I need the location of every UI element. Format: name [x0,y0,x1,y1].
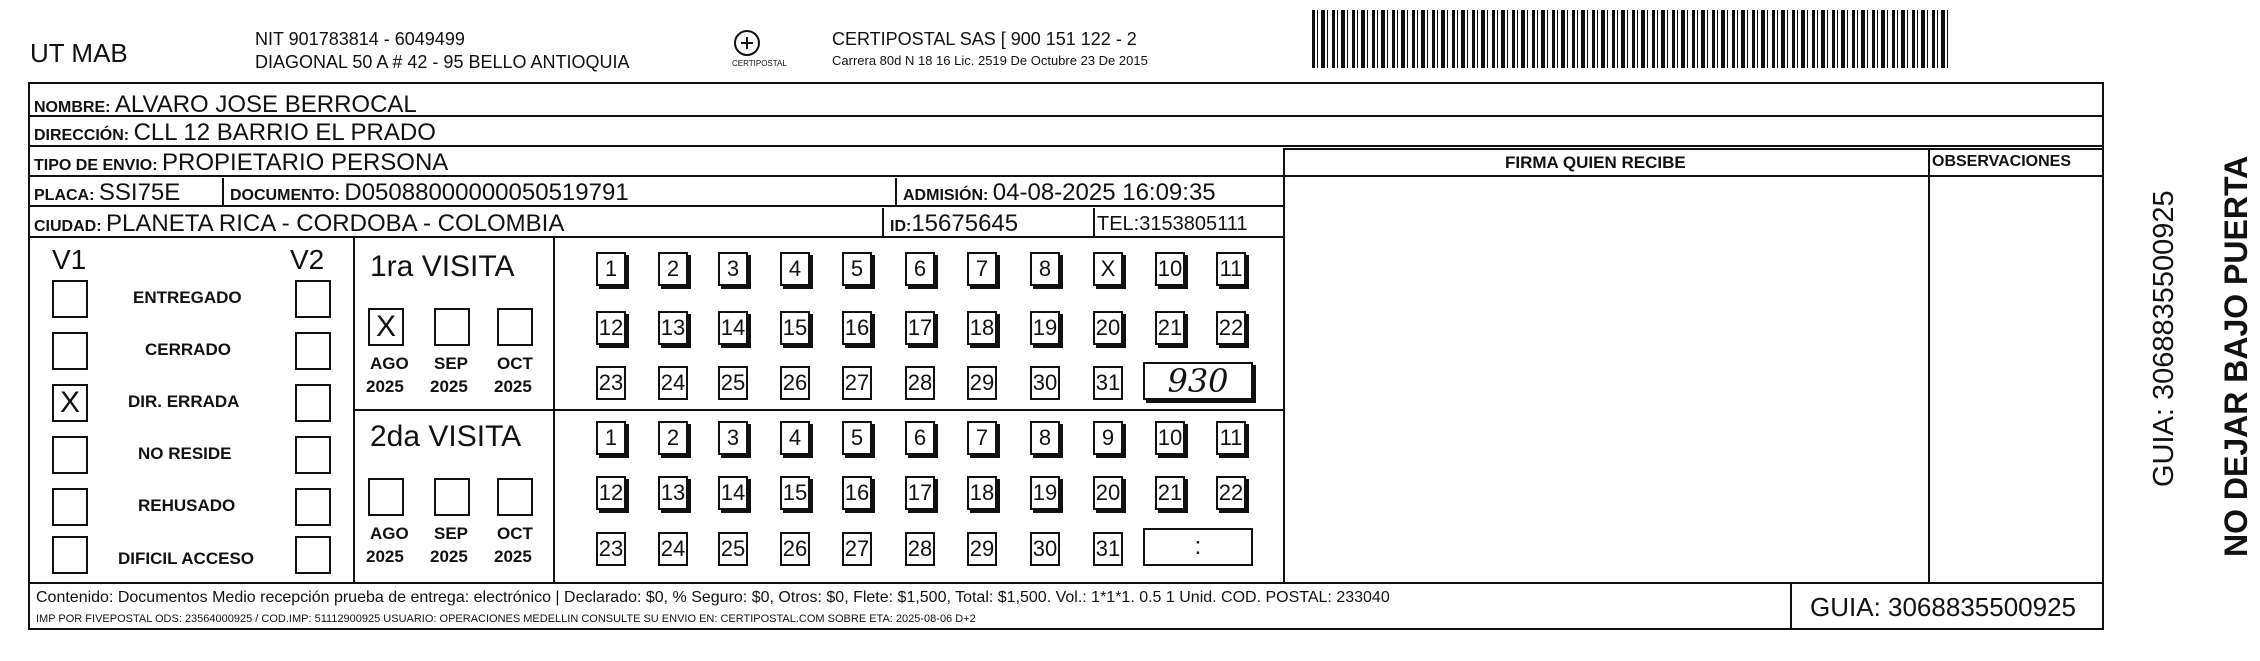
plate-value: SSI75E [98,179,181,206]
day-box[interactable]: 14 [718,311,748,345]
logo-text: CERTIPOSTAL [732,59,787,68]
day-box[interactable]: 13 [658,476,688,510]
day-box[interactable]: 8 [1030,421,1060,455]
v2-header: V2 [290,244,325,275]
day-box[interactable]: 12 [596,476,626,510]
day-box[interactable]: 27 [842,366,872,400]
visit1-time-box[interactable]: 930 [1143,362,1253,400]
type-field [34,151,448,175]
day-box[interactable]: 17 [905,476,935,510]
day-box[interactable]: 16 [842,476,872,510]
name-value: ALVARO JOSE BERROCAL [114,91,417,118]
id-label: ID: [890,218,912,235]
footer-meta-line: IMP POR FIVEPOSTAL ODS: 23564000925 / COD.IMP: 51112900925 USUARIO: OPERACIONES MEDELLIN CONSULTE SU ENVIO EN: CERTIPOSTAL.COM SOBRE ETA: 2025-08-06 D+2 [36,613,976,625]
observations-area[interactable] [1928,175,2104,582]
visit1-year-label: 2025 [366,377,404,396]
day-box[interactable]: 7 [967,252,997,286]
day-box[interactable]: X [1093,252,1123,286]
v2-checkbox-cerrado[interactable] [295,332,331,370]
company-address: DIAGONAL 50 A # 42 - 95 BELLO ANTIOQUIA [255,52,630,72]
id-field [890,212,1018,236]
day-box[interactable]: 18 [967,476,997,510]
day-box[interactable]: 18 [967,311,997,345]
day-box[interactable]: 2 [658,252,688,286]
status-label: REHUSADO [138,496,236,515]
visit2-year-label: 2025 [366,547,404,566]
carrier-name: CERTIPOSTAL SAS [ 900 151 122 - 2 [832,29,1137,49]
v2-checkbox-dir-errada[interactable] [295,384,331,422]
day-box[interactable]: 30 [1030,366,1060,400]
status-label: DIFICIL ACCESO [118,549,255,568]
v2-checkbox-no-reside[interactable] [295,436,331,474]
v1-checkbox-rehusado[interactable] [52,488,88,526]
day-box[interactable]: 15 [780,311,810,345]
day-box[interactable]: 7 [967,421,997,455]
status-label: DIR. ERRADA [128,392,240,411]
day-box[interactable]: 11 [1216,252,1246,286]
visit1-month-label: SEP [434,354,469,373]
day-box[interactable]: 22 [1216,476,1246,510]
day-box[interactable]: 1 [596,421,626,455]
day-box[interactable]: 31 [1093,532,1123,566]
v1-checkbox-dificil-acceso[interactable] [52,536,88,574]
day-box[interactable]: 29 [967,532,997,566]
visit2-title: 2da VISITA [370,420,522,453]
day-box[interactable]: 13 [658,311,688,345]
day-box[interactable]: 27 [842,532,872,566]
address-value: CLL 12 BARRIO EL PRADO [133,119,436,146]
status-label: ENTREGADO [133,288,242,307]
day-box[interactable]: 21 [1155,476,1185,510]
day-box[interactable]: 1 [596,252,626,286]
day-box[interactable]: 4 [780,252,810,286]
id-value: 15675645 [911,210,1019,237]
visit1-title: 1ra VISITA [370,250,515,283]
visit2-month-oct[interactable] [497,478,533,516]
observations-header: OBSERVACIONES [1932,153,2071,170]
visit2-time-box[interactable]: : [1143,528,1253,566]
day-box[interactable]: 15 [780,476,810,510]
day-box[interactable]: 25 [718,532,748,566]
day-box[interactable]: 31 [1093,366,1123,400]
day-box[interactable]: 30 [1030,532,1060,566]
address-label: DIRECCIÓN: [34,127,130,144]
certipostal-logo-icon [732,28,762,58]
company-name: UT MAB [30,38,128,68]
name-label: NOMBRE: [34,99,111,116]
visit1-year-label: 2025 [494,377,532,396]
admission-field [903,181,1216,205]
address-field [34,121,436,145]
side-guia: GUIA: 3068835500925 [2148,190,2180,487]
city-field [34,212,564,236]
day-box[interactable]: 6 [905,421,935,455]
day-box[interactable]: 17 [905,311,935,345]
day-box[interactable]: 23 [596,366,626,400]
day-box[interactable]: 5 [842,421,872,455]
carrier-license: Carrera 80d N 18 16 Lic. 2519 De Octubre 23 De 2015 [832,53,1148,68]
signature-header: FIRMA QUIEN RECIBE [1505,153,1686,172]
day-box[interactable]: 26 [780,532,810,566]
day-box[interactable]: 4 [780,421,810,455]
visit2-year-label: 2025 [494,547,532,566]
visit2-month-label: AGO [370,524,409,543]
day-box[interactable]: 25 [718,366,748,400]
type-label: TIPO DE ENVIO: [34,157,158,174]
day-box[interactable]: 22 [1216,311,1246,345]
visit1-month-label: AGO [370,354,409,373]
day-box[interactable]: 23 [596,532,626,566]
v1-header: V1 [52,244,87,275]
signature-area[interactable] [1283,175,1928,582]
plate-field [34,181,180,205]
v1-checkbox-entregado[interactable] [52,280,88,318]
day-box[interactable]: 9 [1093,421,1123,455]
day-box[interactable]: 3 [718,421,748,455]
v2-checkbox-dificil-acceso[interactable] [295,536,331,574]
visit1-year-label: 2025 [430,377,468,396]
visit2-month-ago[interactable] [368,478,404,516]
tel-field [1097,214,1248,234]
day-box[interactable]: 28 [905,366,935,400]
tel-label: TEL: [1097,213,1140,235]
document-label: DOCUMENTO: [230,187,340,204]
visit1-month-label: OCT [497,354,533,373]
day-box[interactable]: 24 [658,366,688,400]
day-box[interactable]: 11 [1216,421,1246,455]
day-box[interactable]: 12 [596,311,626,345]
visit2-month-sep[interactable] [434,478,470,516]
footer-content-line: Contenido: Documentos Medio recepción prueba de entrega: electrónico | Declarado: $0, % Seguro: $0, Otros: $0, Flete: $1,500, Total: $1,500. Vol.: 1*1*1. 0.5 1 Unid. COD. POSTAL: 233040 [36,589,1390,606]
day-box[interactable]: 3 [718,252,748,286]
plate-label: PLACA: [34,187,95,204]
day-box[interactable]: 24 [658,532,688,566]
day-box[interactable]: 14 [718,476,748,510]
v1-checkbox-no-reside[interactable] [52,436,88,474]
visit2-month-label: OCT [497,524,533,543]
day-box[interactable]: 21 [1155,311,1185,345]
visit1-month-ago[interactable]: X [368,308,404,346]
day-box[interactable]: 19 [1030,311,1060,345]
day-box[interactable]: 20 [1093,476,1123,510]
tel-value: 3153805111 [1139,213,1248,235]
visit1-month-oct[interactable] [497,308,533,346]
visit2-year-label: 2025 [430,547,468,566]
admission-label: ADMISIÓN: [903,187,989,204]
day-box[interactable]: 2 [658,421,688,455]
name-field [34,93,417,117]
day-box[interactable]: 8 [1030,252,1060,286]
footer-guia: GUIA: 3068835500925 [1810,592,2076,622]
day-box[interactable]: 19 [1030,476,1060,510]
barcode [1312,10,1948,68]
v1-checkbox-dir-errada[interactable]: X [52,384,88,422]
day-box[interactable]: 16 [842,311,872,345]
day-box[interactable]: 6 [905,252,935,286]
status-label: NO RESIDE [138,444,232,463]
company-nit: NIT 901783814 - 6049499 [255,29,465,49]
day-box[interactable]: 26 [780,366,810,400]
visit1-month-sep[interactable] [434,308,470,346]
day-box[interactable]: 20 [1093,311,1123,345]
status-label: CERRADO [145,340,231,359]
v2-checkbox-entregado[interactable] [295,280,331,318]
day-box[interactable]: 29 [967,366,997,400]
day-box[interactable]: 10 [1155,252,1185,286]
city-value: PLANETA RICA - CORDOBA - COLOMBIA [106,210,565,237]
document-value: D05088000000050519791 [344,179,629,206]
day-box[interactable]: 28 [905,532,935,566]
admission-value: 04-08-2025 16:09:35 [992,179,1216,206]
v1-checkbox-cerrado[interactable] [52,332,88,370]
city-label: CIUDAD: [34,218,102,235]
day-box[interactable]: 5 [842,252,872,286]
type-value: PROPIETARIO PERSONA [162,149,449,176]
v2-checkbox-rehusado[interactable] [295,488,331,526]
side-notice: NO DEJAR BAJO PUERTA [2218,155,2254,557]
visit2-month-label: SEP [434,524,469,543]
day-box[interactable]: 10 [1155,421,1185,455]
document-field [230,181,629,205]
